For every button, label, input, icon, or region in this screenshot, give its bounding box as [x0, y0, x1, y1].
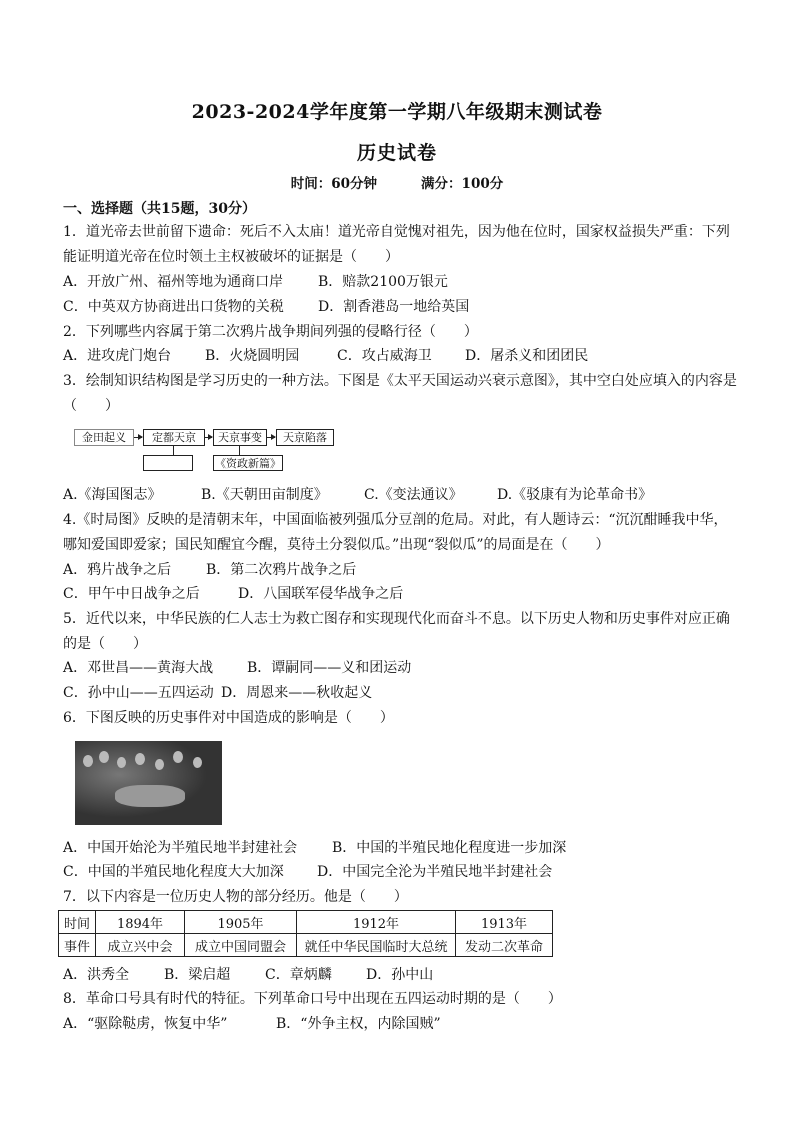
q6-option-c: C．中国的半殖民地化程度大大加深 [63, 864, 284, 880]
table-cell: 1913年 [456, 911, 553, 934]
table-cell: 1894年 [96, 911, 185, 934]
q1-stem-line1: 1．道光帝去世前留下遗命：死后不入太庙！道光帝自觉愧对祖先，因为他在位时，国家权益损失严重：下列 [63, 224, 730, 240]
q2-option-a: A．进攻虎门炮台 [63, 348, 172, 364]
q6-stem: 6．下图反映的历史事件对中国造成的影响是（ ） [63, 710, 394, 726]
section-heading: 一、选择题（共15题，30分） [63, 201, 256, 217]
q7-option-d: D．孙中山 [366, 967, 434, 983]
flow-connector-2 [239, 445, 240, 455]
q3-option-b: B.《天朝田亩制度》 [201, 487, 328, 503]
q4-stem-line2: 哪知爱国即爱家；国民知醒宜今醒，莫待土分裂似瓜。”出现“裂似瓜”的局面是在（ ） [63, 537, 610, 553]
q4-option-a: A．鸦片战争之后 [63, 562, 172, 578]
q5-stem-line1: 5．近代以来，中华民族的仁人志士为救亡图存和实现现代化而奋斗不息。以下历史人物和历史事件对应正确 [63, 611, 730, 627]
flow-connector-1 [173, 445, 174, 455]
q8-stem: 8．革命口号具有时代的特征。下列革命口号中出现在五四运动时期的是（ ） [63, 991, 562, 1007]
q3-option-d: D.《驳康有为论革命书》 [497, 487, 653, 503]
q5-stem-line2: 的是（ ） [63, 636, 147, 652]
flow-box-shibian: 天京事变 [213, 429, 267, 446]
q3-stem-line1: 3．绘制知识结构图是学习历史的一种方法。下图是《太平天国运动兴衰示意图》，其中空白处应填入的内容是 [63, 373, 737, 389]
q4-option-c: C．甲午中日战争之后 [63, 586, 200, 602]
exam-score: 满分：100分 [421, 176, 504, 192]
q1-stem-line2: 能证明道光帝在位时领土主权被破坏的证据是（ ） [63, 249, 399, 265]
flow-arrow-2 [205, 437, 212, 438]
q3-stem-line2: （ ） [63, 398, 119, 414]
exam-title: 2023-2024学年度第一学期八年级期末测试卷 [191, 101, 603, 123]
biography-table [58, 910, 553, 957]
q8-option-a: A．“驱除鞑虏，恢复中华” [63, 1016, 228, 1032]
q2-option-b: B．火烧圆明园 [205, 348, 300, 364]
q7-stem: 7．以下内容是一位历史人物的部分经历。他是（ ） [63, 889, 408, 905]
table-row [59, 911, 553, 934]
q3-option-a: A.《海国图志》 [63, 487, 162, 503]
q2-option-d: D．屠杀义和团团民 [465, 348, 589, 364]
flow-box-xianluo: 天京陷落 [276, 429, 334, 446]
flow-blank-box [143, 455, 193, 471]
time-score-line [0, 172, 794, 192]
q5-option-b: B．谭嗣同——义和团运动 [247, 660, 412, 676]
table-cell: 1905年 [185, 911, 297, 934]
taiping-flowchart [74, 427, 339, 473]
q1-option-a: A．开放广州、福州等地为通商口岸 [63, 274, 284, 290]
q2-option-c: C．攻占威海卫 [337, 348, 432, 364]
exam-time: 时间：60分钟 [290, 176, 378, 192]
q1-option-b: B．赔款2100万银元 [318, 274, 448, 290]
table-cell: 1912年 [297, 911, 456, 934]
q6-option-a: A．中国开始沦为半殖民地半封建社会 [63, 840, 298, 856]
historical-photo [75, 741, 222, 825]
q2-stem: 2．下列哪些内容属于第二次鸦片战争期间列强的侵略行径（ ） [63, 324, 478, 340]
q1-option-c: C．中英双方协商进出口货物的关税 [63, 299, 284, 315]
q4-option-b: B．第二次鸦片战争之后 [206, 562, 357, 578]
table-cell: 就任中华民国临时大总统 [297, 934, 456, 957]
q7-option-c: C．章炳麟 [265, 967, 332, 983]
table-cell: 成立兴中会 [96, 934, 185, 957]
table-cell: 时间 [59, 911, 96, 934]
table-cell: 发动二次革命 [456, 934, 553, 957]
flow-arrow-1 [134, 437, 142, 438]
table-row [59, 934, 553, 957]
q3-option-c: C.《变法通议》 [364, 487, 463, 503]
q6-option-b: B．中国的半殖民地化程度进一步加深 [332, 840, 567, 856]
subject-title: 历史试卷 [356, 142, 437, 164]
table-cell: 成立中国同盟会 [185, 934, 297, 957]
flow-box-tianjing: 定都天京 [143, 429, 205, 446]
q7-option-b: B．梁启超 [164, 967, 231, 983]
q1-option-d: D．割香港岛一地给英国 [318, 299, 470, 315]
q6-option-d: D．中国完全沦为半殖民地半封建社会 [317, 864, 553, 880]
q8-option-b: B．“外争主权，内除国贼” [276, 1016, 441, 1032]
q4-option-d: D．八国联军侵华战争之后 [238, 586, 404, 602]
q5-option-d: D．周恩来——秋收起义 [221, 685, 373, 701]
flow-arrow-3 [267, 437, 275, 438]
q5-option-a: A．邓世昌——黄海大战 [63, 660, 214, 676]
table-cell: 事件 [59, 934, 96, 957]
q5-option-c: C．孙中山——五四运动 [63, 685, 214, 701]
q7-option-a: A．洪秀全 [63, 967, 130, 983]
flow-box-zizheng: 《资政新篇》 [215, 457, 281, 470]
q4-stem-line1: 4.《时局图》反映的是清朝末年，中国面临被列强瓜分豆剖的危局。对此，有人题诗云：“沉沉酣睡我中华， [63, 512, 728, 528]
flow-box-jintian: 金田起义 [74, 429, 134, 446]
